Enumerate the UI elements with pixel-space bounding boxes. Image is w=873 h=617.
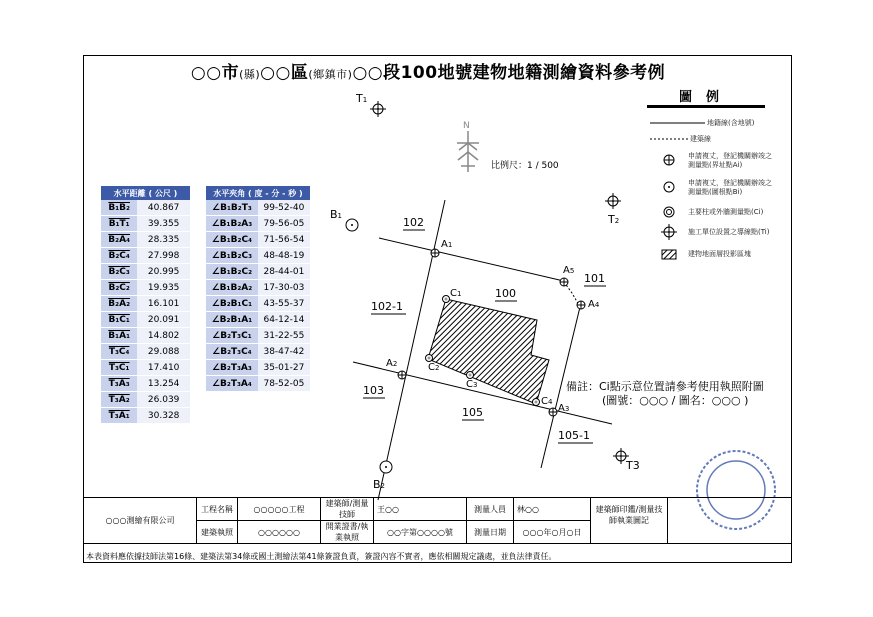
table-row xyxy=(101,216,190,232)
remark-note: 備註：Ci點示意位置請參考使用執照附圖 (圖號：○○○ / 圖名：○○○ ) xyxy=(566,380,764,407)
angle-table-header: 水平夾角 ( 度 - 分 - 秒 ) xyxy=(206,186,310,200)
permit-value: ○○字第○○○○號 xyxy=(374,521,467,544)
table-row xyxy=(101,408,190,424)
table-row xyxy=(206,376,310,392)
date-value: ○○○年○月○日 xyxy=(514,521,591,544)
scale-label: 比例尺：1 / 500 xyxy=(491,161,559,171)
point-c3 xyxy=(467,372,474,379)
row-value: 19.935 xyxy=(137,280,190,296)
row-key: ∠B₂B₁C₁ xyxy=(206,296,258,312)
row-key: ∠B₂T₃C₁ xyxy=(206,328,258,344)
project-value: ○○○○○工程 xyxy=(238,498,321,521)
row-key: B₁C₁ xyxy=(101,312,137,328)
row-value: 14.802 xyxy=(137,328,190,344)
label-t2: T2 xyxy=(608,213,620,226)
row-value: 35-01-27 xyxy=(258,360,310,376)
row-value: 17-30-03 xyxy=(258,280,310,296)
legend-item: 施工單位設置之導線點(Ti) xyxy=(688,228,770,236)
label-a1: A1 xyxy=(441,239,453,250)
row-key: B₁A₁ xyxy=(101,328,137,344)
row-value: 27.998 xyxy=(137,248,190,264)
legend-item: 地籍線(含地號) xyxy=(707,119,755,127)
point-c2 xyxy=(426,355,433,362)
row-value: 30.328 xyxy=(137,408,190,424)
label-b1: B1 xyxy=(330,208,343,221)
parcel-label: 101 xyxy=(584,272,605,285)
table-row xyxy=(206,264,310,280)
table-row xyxy=(101,248,190,264)
license-value: ○○○○○○ xyxy=(238,521,321,544)
row-value: 39.355 xyxy=(137,216,190,232)
point-a4 xyxy=(577,301,585,309)
table-row xyxy=(101,312,190,328)
row-key: T₃A₁ xyxy=(101,408,137,424)
table-row xyxy=(101,392,190,408)
row-value: 78-52-05 xyxy=(258,376,310,392)
legend-item: 申請複丈，登記機關辦竣之測量點(圖根點Bi) xyxy=(688,179,772,196)
point-a2 xyxy=(398,371,406,379)
row-key: ∠B₁B₂C₂ xyxy=(206,264,258,280)
label-t1: T1 xyxy=(356,92,368,105)
point-t1 xyxy=(370,101,386,117)
row-value: 38-47-42 xyxy=(258,344,310,360)
table-row xyxy=(206,328,310,344)
permit-label: 開業證書/執業執照 xyxy=(321,521,374,544)
row-key: B₁B₂ xyxy=(101,200,137,216)
legend-boundary-point-icon xyxy=(664,155,674,165)
north-label: N xyxy=(463,121,470,131)
row-key: B₂C₂ xyxy=(101,280,137,296)
row-key: ∠B₂B₁A₁ xyxy=(206,312,258,328)
footer-note: 本表資料應依據技師法第16條、建築法第34條或國土測繪法第41條簽證負責，簽證內容不實者，應依相關規定議處，並負法律責任。 xyxy=(86,552,557,561)
table-row xyxy=(206,344,310,360)
row-value: 20.091 xyxy=(137,312,190,328)
row-value: 99-52-40 xyxy=(258,200,310,216)
table-row xyxy=(206,312,310,328)
row-key: ∠B₁B₂C₃ xyxy=(206,248,258,264)
north-arrow-icon xyxy=(457,131,479,172)
architect-label: 建築師/測量技師 xyxy=(321,498,374,521)
row-key: ∠B₁B₂A₃ xyxy=(206,216,258,232)
table-row xyxy=(206,232,310,248)
table-row xyxy=(101,280,190,296)
row-key: ∠B₂T₃A₄ xyxy=(206,376,258,392)
company-name: ○○○測繪有限公司 xyxy=(84,498,197,544)
row-value: 28.335 xyxy=(137,232,190,248)
table-row xyxy=(206,360,310,376)
table-row xyxy=(101,344,190,360)
row-value: 13.254 xyxy=(137,376,190,392)
row-value: 16.101 xyxy=(137,296,190,312)
row-key: B₂C₄ xyxy=(101,248,137,264)
project-label: 工程名稱 xyxy=(197,498,238,521)
table-row xyxy=(206,200,310,216)
row-key: T₃A₃ xyxy=(101,376,137,392)
row-value: 79-56-05 xyxy=(258,216,310,232)
parcel-label: 103 xyxy=(363,384,384,397)
parcel-label: 105-1 xyxy=(558,429,590,442)
point-a5 xyxy=(560,278,568,286)
row-value: 17.410 xyxy=(137,360,190,376)
row-value: 29.088 xyxy=(137,344,190,360)
label-c3: C3 xyxy=(466,379,478,390)
row-key: ∠B₂T₃A₃ xyxy=(206,360,258,376)
table-row xyxy=(206,296,310,312)
parcel-label: 102-1 xyxy=(371,300,403,313)
point-a3 xyxy=(549,408,557,416)
table-row xyxy=(206,248,310,264)
row-key: T₃A₂ xyxy=(101,392,137,408)
legend-footprint-swatch xyxy=(662,250,676,259)
table-row xyxy=(101,296,190,312)
table-row xyxy=(101,232,190,248)
parcel-label: 102 xyxy=(403,216,424,229)
label-c2: C2 xyxy=(428,362,440,373)
table-row xyxy=(101,200,190,216)
point-b1 xyxy=(346,219,358,231)
legend-column-point-icon xyxy=(664,207,674,217)
parcel-label: 105 xyxy=(462,406,483,419)
table-row xyxy=(206,216,310,232)
date-label: 測量日期 xyxy=(467,521,514,544)
legend-item: 建物地面層投影區塊 xyxy=(688,250,751,258)
license-label: 建築執照 xyxy=(197,521,238,544)
table-row xyxy=(101,360,190,376)
legend-item: 建築線 xyxy=(690,135,711,143)
seal-box xyxy=(668,498,792,544)
point-c4 xyxy=(533,399,540,406)
row-value: 43-55-37 xyxy=(258,296,310,312)
row-value: 26.039 xyxy=(137,392,190,408)
row-key: B₂A₄ xyxy=(101,232,137,248)
point-c1 xyxy=(443,296,450,303)
table-row xyxy=(206,280,310,296)
row-key: ∠B₁B₂C₄ xyxy=(206,232,258,248)
row-key: T₃C₄ xyxy=(101,344,137,360)
row-value: 40.867 xyxy=(137,200,190,216)
row-key: ∠B₁B₂T₃ xyxy=(206,200,258,216)
row-value: 28-44-01 xyxy=(258,264,310,280)
label-a5: A5 xyxy=(563,265,575,276)
legend-divider xyxy=(647,105,765,108)
row-value: 71-56-54 xyxy=(258,232,310,248)
distance-table xyxy=(101,186,190,424)
row-key: B₂A₂ xyxy=(101,296,137,312)
table-row xyxy=(101,264,190,280)
label-a2: A2 xyxy=(386,358,398,369)
distance-table-header: 水平距離 ( 公尺 ) xyxy=(101,186,190,200)
seal-text xyxy=(628,484,722,485)
row-value: 64-12-14 xyxy=(258,312,310,328)
surveyor-value: 林○○ xyxy=(514,498,591,521)
point-t2 xyxy=(605,193,621,209)
page-title: ○○市(縣)○○區(鄉鎮市)○○段100地號建物地籍測繪資料參考例 xyxy=(190,63,666,83)
label-t3: T3 xyxy=(626,459,640,472)
legend-title: 圖例 xyxy=(678,90,733,105)
row-value: 20.995 xyxy=(137,264,190,280)
table-row xyxy=(101,328,190,344)
row-key: ∠B₂T₃C₄ xyxy=(206,344,258,360)
legend-traverse-point-icon xyxy=(661,224,677,240)
building-footprint xyxy=(428,299,549,404)
legend-control-point-icon xyxy=(664,182,674,192)
parcel-label: 100 xyxy=(495,287,516,300)
table-row xyxy=(101,376,190,392)
label-c1: C1 xyxy=(450,288,462,299)
label-b2: B2 xyxy=(373,478,386,491)
architect-value: 王○○ xyxy=(374,498,467,521)
angle-table xyxy=(206,186,310,392)
row-value: 31-22-55 xyxy=(258,328,310,344)
seal-label: 建築師印鑑/測量技師執業圖記 xyxy=(591,498,668,544)
surveyor-label: 測量人員 xyxy=(467,498,514,521)
point-a1 xyxy=(431,249,439,257)
row-value: 48-48-19 xyxy=(258,248,310,264)
point-b2 xyxy=(380,461,392,473)
row-key: T₃C₁ xyxy=(101,360,137,376)
legend-item: 申請複丈，登記機關辦竣之測量點(界址點Ai) xyxy=(688,152,772,169)
label-c4: C4 xyxy=(541,396,553,407)
boundary-line-north xyxy=(379,238,568,282)
label-a4: A4 xyxy=(588,299,600,310)
label-a3: A3 xyxy=(558,403,570,414)
row-key: B₂C₃ xyxy=(101,264,137,280)
row-key: ∠B₁B₂A₂ xyxy=(206,280,258,296)
row-key: B₁T₁ xyxy=(101,216,137,232)
legend-item: 主要柱或外牆測量點(Ci) xyxy=(688,208,764,216)
